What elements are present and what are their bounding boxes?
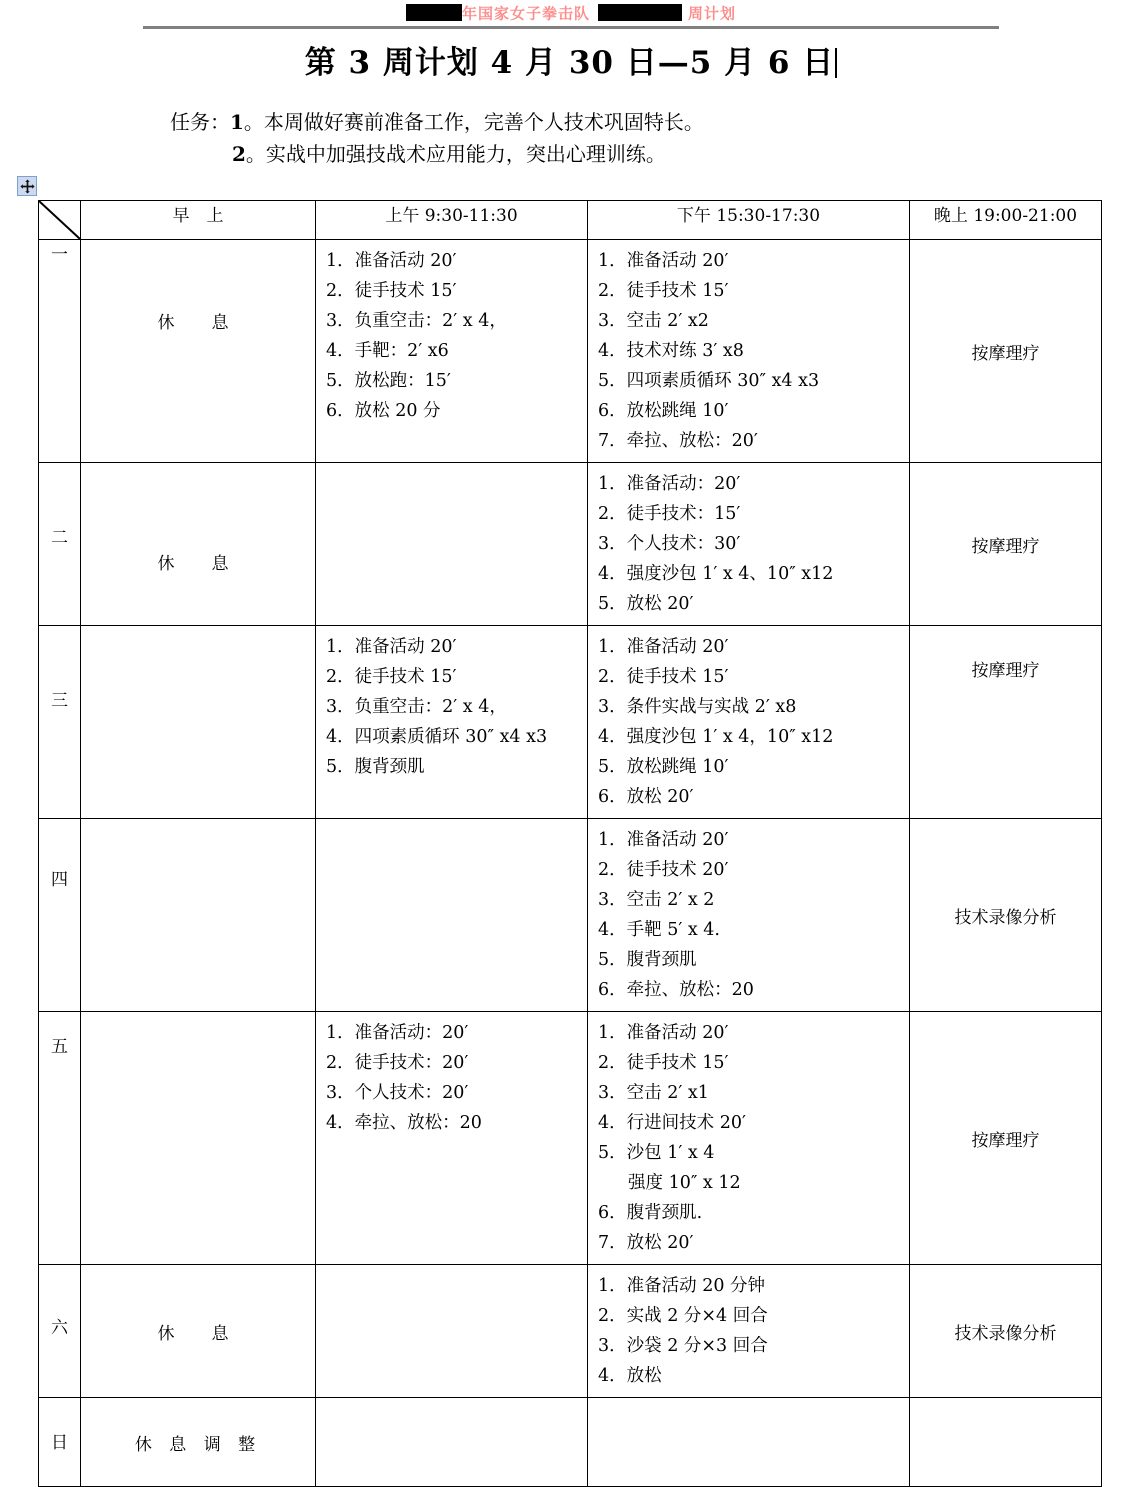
table-header-row — [39, 201, 1102, 240]
evening-text: 按摩理疗 — [971, 661, 1040, 681]
evening-cell — [910, 1012, 1102, 1265]
list-item: 4．手靶 5′ x 4. — [598, 920, 720, 940]
list-item: 4．强度沙包 1′ x 4、10″ x12 — [598, 564, 834, 584]
pm-activity-list — [588, 240, 909, 462]
column-header-morning — [81, 201, 316, 240]
list-item: 3．空击 2′ x 2 — [598, 890, 715, 910]
list-item: 2．徒手技术：20′ — [326, 1053, 469, 1073]
am-activity-list — [316, 626, 587, 788]
weekly-plan-table — [38, 200, 1102, 1487]
morning-text: 休 息 调 整 — [134, 1435, 262, 1455]
list-item: 3．沙袋 2 分×3 回合 — [598, 1336, 768, 1356]
day-label-cell — [39, 1398, 81, 1487]
list-item: 3．空击 2′ x2 — [598, 311, 709, 331]
task-line-1 — [170, 106, 1142, 138]
column-header-morning-label: 早 上 — [172, 206, 224, 226]
pm-activity-list — [588, 819, 909, 1011]
day-label: 日 — [51, 1433, 68, 1453]
running-header-text — [0, 3, 1142, 24]
table-row — [39, 463, 1102, 626]
redaction-block-2 — [598, 4, 682, 21]
list-item: 1．准备活动 20′ — [326, 251, 457, 271]
column-header-am — [316, 201, 588, 240]
list-item: 2．徒手技术 20′ — [598, 860, 729, 880]
task-line-2 — [170, 138, 1142, 170]
pm-cell — [588, 626, 910, 819]
morning-cell — [81, 1265, 316, 1398]
list-item: 4．放松 — [598, 1366, 662, 1386]
list-item: 5．沙包 1′ x 4 — [598, 1143, 715, 1163]
morning-cell — [81, 1012, 316, 1265]
list-item: 1．准备活动 20′ — [326, 637, 457, 657]
list-item: 1．准备活动 20′ — [598, 251, 729, 271]
weekly-plan-table-wrapper — [38, 200, 1101, 1487]
corner-cell-diagonal — [39, 201, 81, 240]
pm-cell — [588, 1265, 910, 1398]
redaction-block-1 — [406, 4, 462, 21]
list-item: 4．技术对练 3′ x8 — [598, 341, 744, 361]
day-label-cell — [39, 463, 81, 626]
list-item: 5．放松跑：15′ — [326, 371, 451, 391]
table-row — [39, 240, 1102, 463]
list-item: 3．负重空击：2′ x 4， — [326, 311, 507, 331]
pm-activity-list — [588, 463, 909, 625]
day-label: 六 — [51, 1318, 68, 1338]
list-item: 2．徒手技术 15′ — [326, 667, 457, 687]
table-move-handle-icon[interactable] — [17, 176, 37, 196]
running-header — [0, 0, 1142, 30]
task-number-2: 2 — [232, 142, 246, 166]
list-item: 3．空击 2′ x1 — [598, 1083, 709, 1103]
pm-activity-list — [588, 1265, 909, 1397]
list-item: 1．准备活动 20′ — [598, 830, 729, 850]
list-item: 6．牵拉、放松：20 — [598, 980, 754, 1000]
page-title-text: 第 3 周计划 4 月 30 日—5 月 6 日 — [304, 45, 835, 81]
list-item: 6．放松跳绳 10′ — [598, 401, 729, 421]
evening-cell — [910, 1265, 1102, 1398]
am-activity-list — [316, 1012, 587, 1144]
task-number-1: 1 — [230, 110, 244, 134]
task-label: 任务： — [170, 110, 230, 134]
page-title — [0, 42, 1142, 84]
table-row — [39, 1398, 1102, 1487]
list-item: 6．放松 20′ — [598, 787, 694, 807]
evening-text: 技术录像分析 — [954, 907, 1057, 928]
day-label: 五 — [51, 1037, 68, 1057]
pm-cell — [588, 819, 910, 1012]
list-item: 4．牵拉、放松：20 — [326, 1113, 482, 1133]
list-item: 5．四项素质循环 30″ x4 x3 — [598, 371, 820, 391]
list-item: 5．放松跳绳 10′ — [598, 757, 729, 777]
list-item: 2．实战 2 分×4 回合 — [598, 1306, 768, 1326]
day-label: 一 — [51, 245, 68, 265]
am-cell — [316, 626, 588, 819]
pm-cell — [588, 1012, 910, 1265]
day-label-cell — [39, 240, 81, 463]
evening-cell — [910, 463, 1102, 626]
text-cursor — [835, 48, 837, 78]
list-item: 1．准备活动：20′ — [326, 1023, 469, 1043]
evening-text: 按摩理疗 — [971, 1130, 1040, 1151]
morning-cell — [81, 1398, 316, 1487]
pm-cell — [588, 1398, 910, 1487]
list-item: 2．徒手技术 15′ — [598, 667, 729, 687]
list-item: 2．徒手技术 15′ — [598, 1053, 729, 1073]
pm-cell — [588, 463, 910, 626]
am-cell — [316, 1398, 588, 1487]
am-activity-list — [316, 240, 587, 432]
list-item: 4．四项素质循环 30″ x4 x3 — [326, 727, 548, 747]
morning-cell — [81, 240, 316, 463]
evening-text: 按摩理疗 — [971, 536, 1040, 557]
day-label: 三 — [51, 691, 68, 711]
day-label-cell — [39, 626, 81, 819]
list-item: 3．负重空击：2′ x 4， — [326, 697, 507, 717]
column-header-pm — [588, 201, 910, 240]
list-item: 1．准备活动 20′ — [598, 1023, 729, 1043]
list-item: 2．徒手技术：15′ — [598, 504, 741, 524]
column-header-pm-label: 下午 15:30-17:30 — [676, 206, 821, 226]
list-item: 4．手靶：2′ x6 — [326, 341, 449, 361]
list-item: 6．腹背颈肌. — [598, 1203, 703, 1223]
morning-cell — [81, 819, 316, 1012]
list-item: 1．准备活动：20′ — [598, 474, 741, 494]
evening-text: 技术录像分析 — [954, 1323, 1057, 1344]
pm-activity-list — [588, 626, 909, 818]
evening-text: 按摩理疗 — [971, 343, 1040, 364]
column-header-evening-label: 晚上 19:00-21:00 — [933, 206, 1078, 226]
am-cell — [316, 819, 588, 1012]
list-item: 2．徒手技术 15′ — [326, 281, 457, 301]
list-item: 1．准备活动 20 分钟 — [598, 1276, 766, 1296]
list-item: 5．放松 20′ — [598, 594, 694, 614]
list-item: 7．牵拉、放松：20′ — [598, 431, 758, 451]
list-item: 5．腹背颈肌 — [326, 757, 425, 777]
list-item-continuation: 强度 10″ x 12 — [628, 1173, 741, 1193]
day-label-cell — [39, 1012, 81, 1265]
list-item: 3．个人技术：20′ — [326, 1083, 469, 1103]
evening-cell — [910, 1398, 1102, 1487]
morning-text: 休 息 — [157, 313, 239, 333]
column-header-evening — [910, 201, 1102, 240]
list-item: 4．强度沙包 1′ x 4，10″ x12 — [598, 727, 834, 747]
header-rule — [143, 26, 999, 29]
list-item: 3．个人技术：30′ — [598, 534, 741, 554]
list-item: 5．腹背颈肌 — [598, 950, 697, 970]
morning-cell — [81, 626, 316, 819]
task-text-1: 。本周做好赛前准备工作，完善个人技术巩固特长。 — [243, 110, 704, 134]
list-item: 2．徒手技术 15′ — [598, 281, 729, 301]
table-row — [39, 1012, 1102, 1265]
pm-activity-list — [588, 1012, 909, 1264]
list-item: 4．行进间技术 20′ — [598, 1113, 746, 1133]
list-item: 6．放松 20 分 — [326, 401, 441, 421]
table-row — [39, 819, 1102, 1012]
am-cell — [316, 1265, 588, 1398]
list-item: 7．放松 20′ — [598, 1233, 694, 1253]
day-label: 二 — [51, 528, 68, 548]
task-block — [0, 106, 1142, 170]
task-text-2: 。实战中加强技战术应用能力，突出心理训练。 — [245, 142, 666, 166]
morning-text: 休 息 — [157, 554, 239, 574]
evening-cell — [910, 240, 1102, 463]
day-label-cell — [39, 1265, 81, 1398]
morning-cell — [81, 463, 316, 626]
day-label: 四 — [51, 870, 68, 890]
evening-cell — [910, 819, 1102, 1012]
table-row — [39, 626, 1102, 819]
morning-text: 休 息 — [157, 1324, 239, 1344]
day-label-cell — [39, 819, 81, 1012]
header-text-a: 年国家女子拳击队 — [461, 4, 590, 23]
table-row — [39, 1265, 1102, 1398]
list-item: 1．准备活动 20′ — [598, 637, 729, 657]
am-cell — [316, 463, 588, 626]
list-item: 3．条件实战与实战 2′ x8 — [598, 697, 797, 717]
pm-cell — [588, 240, 910, 463]
am-cell — [316, 1012, 588, 1265]
column-header-am-label: 上午 9:30-11:30 — [385, 206, 518, 226]
header-text-b: 周计划 — [688, 4, 737, 23]
am-cell — [316, 240, 588, 463]
evening-cell — [910, 626, 1102, 819]
